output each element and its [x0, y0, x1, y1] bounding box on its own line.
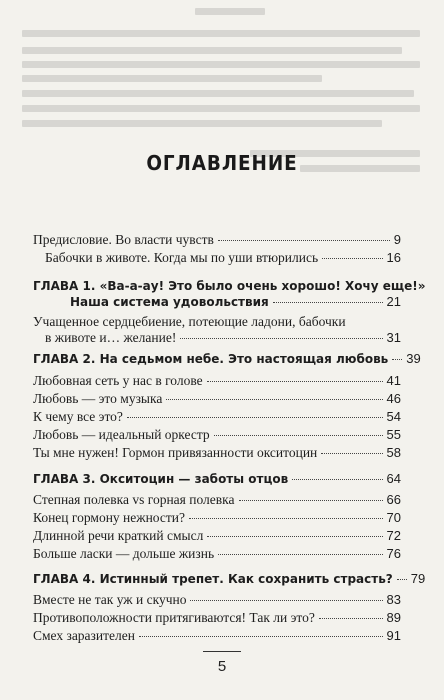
bleed-through-texture — [20, 0, 426, 175]
toc-page-number: 89 — [386, 610, 401, 625]
toc-page-number: 70 — [386, 510, 401, 525]
leader-dots — [319, 618, 383, 619]
toc-entry — [33, 373, 401, 389]
toc-entry-title: Ты мне нужен! Гормон привязанности окситоцин — [33, 445, 318, 460]
toc-entry-title: Конец гормону нежности? — [33, 510, 186, 525]
toc-page-number: 16 — [386, 250, 401, 265]
leader-dots — [207, 381, 383, 382]
leader-dots — [180, 338, 382, 339]
leader-dots — [273, 302, 383, 303]
toc-page-number: 9 — [393, 232, 401, 247]
footer-rule — [203, 651, 241, 652]
toc-entry-title: Противоположности притягиваются! Так ли это? — [33, 610, 315, 625]
toc-page-number: 55 — [386, 427, 401, 442]
toc-page-number: 41 — [386, 373, 401, 388]
toc-entry — [33, 427, 401, 443]
toc-page-number: 54 — [386, 409, 401, 424]
toc-entry-title-line1: ГЛАВА 1. «Ва-а-ау! Это было очень хорошо! Хочу еще!» — [33, 279, 426, 293]
toc-entry-title: ГЛАВА 3. Окситоцин — заботы отцов — [33, 472, 289, 486]
toc-page-number: 83 — [386, 592, 401, 607]
leader-dots — [214, 435, 383, 436]
leader-dots — [239, 500, 383, 501]
toc-page-number: 91 — [386, 628, 401, 643]
toc-entry — [33, 314, 401, 346]
toc-entry-title: Смех заразителен — [33, 628, 135, 643]
page-title: ОГЛАВЛЕНИЕ — [146, 151, 298, 175]
toc-page-number: 72 — [386, 528, 401, 543]
toc-entry — [33, 492, 401, 508]
toc-page-number: 79 — [410, 571, 426, 586]
toc-chapter-entry — [33, 571, 426, 587]
toc-entry — [33, 409, 401, 425]
toc-entry — [33, 592, 401, 608]
leader-dots — [189, 518, 383, 519]
toc-entry-title: ГЛАВА 2. На седьмом небе. Это настоящая любовь — [33, 352, 389, 366]
toc-entry-title: Больше ласки — дольше жизнь — [33, 546, 215, 561]
toc-entry-title: Длинной речи краткий смысл — [33, 528, 204, 543]
toc-chapter-entry — [33, 471, 401, 487]
toc-entry-title: Степная полевка vs горная полевка — [33, 492, 235, 507]
toc-entry — [33, 628, 401, 644]
toc-page-number: 64 — [386, 471, 401, 486]
page-number: 5 — [217, 658, 227, 675]
toc-entry-title: Любовная сеть у нас в голове — [33, 373, 203, 388]
toc-entry — [33, 510, 401, 526]
leader-dots — [292, 479, 382, 480]
toc-chapter-entry — [33, 278, 426, 310]
toc-entry — [33, 232, 401, 248]
leader-dots — [207, 536, 382, 537]
toc-entry — [33, 250, 401, 266]
toc-entry-title-line1: Учащенное сердцебиение, потеющие ладони, бабочки — [33, 314, 346, 329]
toc-entry-title: Предисловие. Во власти чувств — [33, 232, 214, 247]
toc-entry — [33, 445, 401, 461]
toc-entry-title-line2: Наша система удовольствия — [70, 295, 269, 309]
toc-entry-title: ГЛАВА 4. Истинный трепет. Как сохранить страсть? — [33, 572, 393, 586]
toc-entry — [33, 610, 401, 626]
toc-page-number: 76 — [386, 546, 401, 561]
toc-entry — [33, 391, 401, 407]
leader-dots — [218, 240, 390, 241]
toc-entry-title: Бабочки в животе. Когда мы по уши втюрились — [45, 250, 319, 265]
toc-entry-title: Любовь — это музыка — [33, 391, 163, 406]
toc-entry-title: Любовь — идеальный оркестр — [33, 427, 210, 442]
leader-dots — [166, 399, 382, 400]
leader-dots — [392, 359, 402, 360]
leader-dots — [127, 417, 383, 418]
toc-page-number: 21 — [386, 294, 401, 309]
toc-chapter-entry — [33, 351, 421, 367]
leader-dots — [321, 453, 382, 454]
toc-page-number: 31 — [386, 330, 401, 345]
toc-entry-title-line2: в животе и… желание! — [45, 330, 177, 345]
toc-entry — [33, 528, 401, 544]
toc-entry-title: К чему все это? — [33, 409, 123, 424]
toc-entry-title: Вместе не так уж и скучно — [33, 592, 187, 607]
leader-dots — [397, 579, 407, 580]
leader-dots — [190, 600, 382, 601]
toc-page-number: 39 — [406, 351, 421, 366]
toc-page-number: 46 — [386, 391, 401, 406]
toc-entry — [33, 546, 401, 562]
toc-page-number: 58 — [386, 445, 401, 460]
leader-dots — [139, 636, 383, 637]
toc-page-number: 66 — [386, 492, 401, 507]
leader-dots — [218, 554, 382, 555]
leader-dots — [322, 258, 382, 259]
